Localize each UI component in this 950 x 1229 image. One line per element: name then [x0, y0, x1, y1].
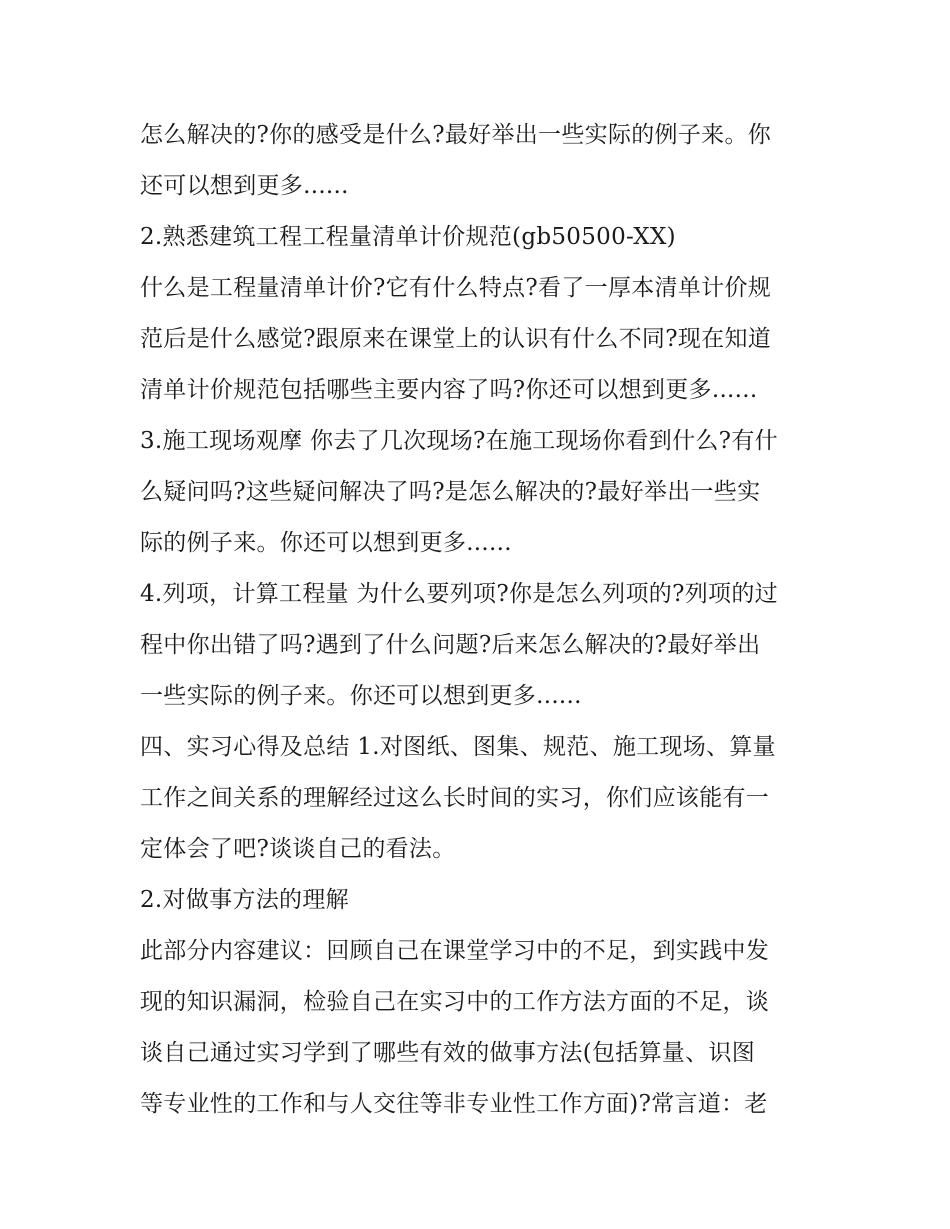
text-line: 定体会了吧?谈谈自己的看法。 [140, 836, 456, 862]
paragraph-continuation [140, 110, 820, 212]
paragraph-itemization [140, 569, 820, 722]
text-line: 怎么解决的?你的感受是什么?最好举出一些实际的例子来。你 [140, 122, 772, 148]
text-line: 程中你出错了吗?遇到了什么问题?后来怎么解决的?最好举出 [140, 632, 761, 658]
document-body [140, 110, 820, 1130]
text-line: 什么是工程量清单计价?它有什么特点?看了一厚本清单计价规 [140, 275, 772, 301]
text-line: 范后是什么感觉?跟原来在课堂上的认识有什么不同?现在知道 [140, 326, 772, 352]
text-line: 一些实际的例子来。你还可以想到更多...... [140, 683, 582, 709]
text-line: 此部分内容建议：回顾自己在课堂学习中的不足，到实践中发 [140, 938, 770, 964]
text-line: 等专业性的工作和与人交往等非专业性工作方面)?常言道：老 [140, 1091, 768, 1117]
text-line: 四、实习心得及总结 1.对图纸、图集、规范、施工现场、算量 [140, 734, 776, 760]
paragraph-summary [140, 722, 820, 875]
text-line: 际的例子来。你还可以想到更多...... [140, 530, 512, 556]
section-heading-working-method [140, 875, 820, 926]
text-line: 工作之间关系的理解经过这么长时间的实习，你们应该能有一 [140, 785, 770, 811]
section-heading-2 [140, 212, 820, 263]
text-line: 现的知识漏洞，检验自己在实习中的工作方法方面的不足，谈 [140, 989, 770, 1015]
text-line: 2.对做事方法的理解 [140, 887, 349, 913]
text-line: 清单计价规范包括哪些主要内容了吗?你还可以想到更多...... [140, 377, 758, 403]
text-line: 还可以想到更多...... [140, 173, 349, 199]
paragraph-site-observation [140, 416, 820, 569]
paragraph-bill-of-quantities [140, 263, 820, 416]
text-line: 4.列项，计算工程量 为什么要列项?你是怎么列项的?列项的过 [140, 581, 778, 607]
text-line: 2.熟悉建筑工程工程量清单计价规范(gb50500-XX) [140, 224, 676, 250]
text-line: 谈自己通过实习学到了哪些有效的做事方法(包括算量、识图 [140, 1040, 756, 1066]
text-line: 么疑问吗?这些疑问解决了吗?是怎么解决的?最好举出一些实 [140, 479, 761, 505]
text-line: 3.施工现场观摩 你去了几次现场?在施工现场你看到什么?有什 [140, 428, 778, 454]
paragraph-suggestion [140, 926, 820, 1130]
